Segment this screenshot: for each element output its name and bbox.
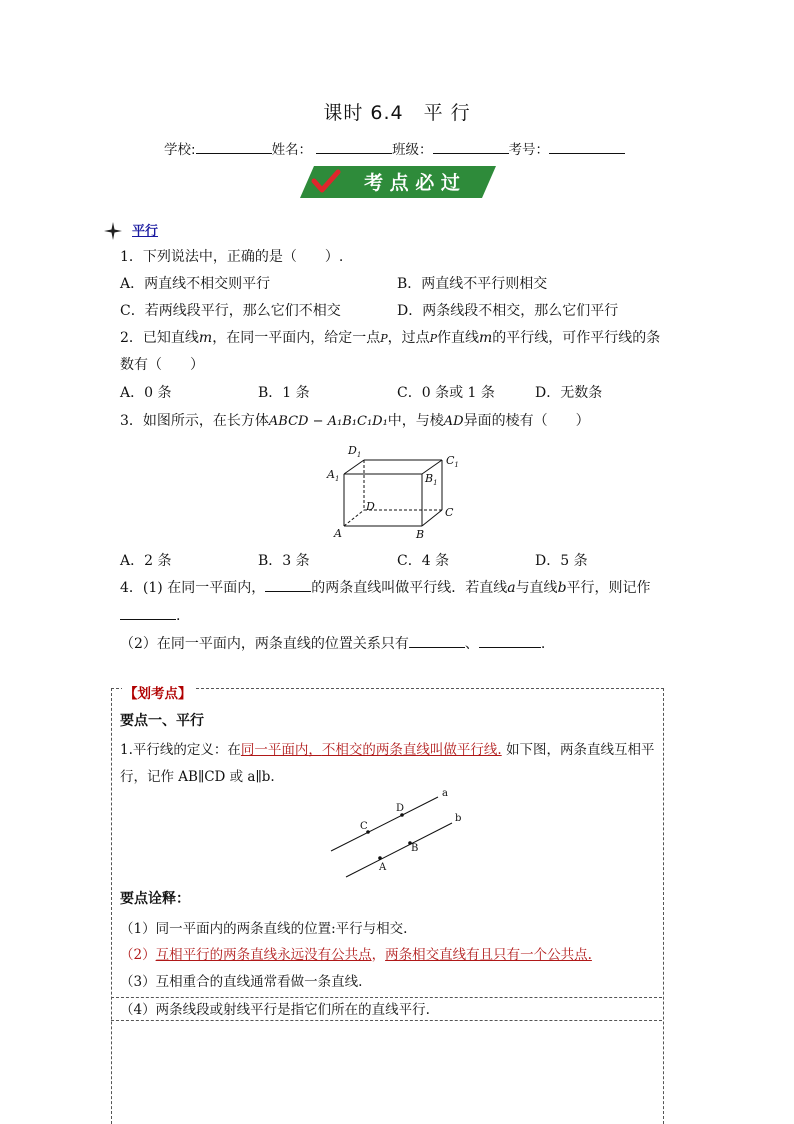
note-2	[120, 943, 592, 963]
parallel-lines-figure	[326, 785, 476, 885]
q1-stem: 1．下列说法中，正确的是（ ）.	[120, 249, 344, 265]
def-comma: ，	[308, 742, 322, 758]
q1-option-b: B．两直线不平行则相交	[397, 276, 548, 292]
q3-stem	[120, 410, 590, 430]
q4-text-5: （2）在同一平面内，两条直线的位置关系只有	[120, 636, 409, 652]
q4-text-1: 4．(1) 在同一平面内，	[120, 580, 266, 596]
q3-text-1: 3．如图所示，在长方体	[120, 413, 269, 429]
q3-text-3: 异面的棱有（ ）	[463, 413, 590, 429]
edge-bc	[422, 510, 442, 526]
line-a	[331, 797, 438, 851]
label-d1: $D_1$	[348, 444, 362, 459]
name-blank[interactable]	[316, 139, 392, 154]
point-a	[378, 856, 382, 860]
label-b: B	[411, 843, 419, 854]
q4-separator: 、	[464, 636, 479, 652]
definition-line	[120, 738, 654, 758]
label-b: B	[416, 528, 425, 541]
q2-text-5: 的平行线，可作平行线的条	[492, 330, 661, 346]
q3-option-c: C．4 条	[397, 553, 450, 569]
q3-text-2: 中，与棱	[387, 413, 444, 429]
definition-line2: 行，记作 AB∥CD 或 a∥b.	[120, 769, 275, 785]
banner-text: 考 点 必 过	[364, 172, 460, 194]
q4-blank-1[interactable]	[265, 577, 311, 592]
q4-period-2: .	[540, 636, 546, 652]
q4-part2	[120, 633, 545, 653]
note-2-underline-2: 两条相交直线有且只有一个公共点.	[385, 947, 592, 963]
q4-var-a: a	[507, 580, 516, 596]
q4-period-1: .	[176, 608, 181, 624]
label-c1: $C_1$	[446, 454, 459, 469]
edge-ad	[344, 510, 364, 526]
note-2-underline-1: 互相平行的两条直线永远没有公共点	[155, 947, 372, 963]
q3-option-b: B．3 条	[258, 553, 310, 569]
q2-text-2: ，在同一平面内，给定一点	[212, 330, 381, 346]
q2-option-d: D．无数条	[535, 385, 603, 401]
sparkle-icon	[104, 222, 122, 240]
school-label: 学校:	[164, 142, 196, 158]
q4-stem	[120, 577, 651, 597]
edge-a1d1	[344, 460, 364, 474]
class-blank[interactable]	[433, 139, 509, 154]
label-d: D	[366, 500, 375, 513]
q4-text-2: 的两条直线叫做平行线．若直线	[311, 580, 508, 596]
q3-option-a: A．2 条	[120, 553, 172, 569]
q2-option-b: B．1 条	[258, 385, 310, 401]
q1-option-c: C．若两线段平行，那么它们不相交	[120, 303, 341, 319]
q3-option-d: D．5 条	[535, 553, 588, 569]
q4-text-3: 与直线	[515, 580, 558, 596]
school-blank[interactable]	[196, 139, 272, 154]
notes-heading: 要点诠释：	[120, 891, 190, 907]
label-d: D	[396, 803, 405, 814]
def-underline-1: 同一平面内	[240, 742, 309, 758]
q2-text-3: ，过点	[387, 330, 430, 346]
def-underline-2: 不相交的两条直线叫做平行线.	[321, 742, 502, 758]
note-2-comma: ，	[371, 947, 386, 963]
def-suffix: 如下图，两条直线互相平	[501, 742, 655, 758]
name-label: 姓名：	[271, 142, 313, 158]
label-a: A	[334, 527, 342, 540]
student-info-line	[164, 138, 625, 158]
page-title: 课时 6.4 平 行	[323, 102, 471, 124]
class-label: 班级：	[392, 142, 433, 158]
q4-blank-3[interactable]	[409, 633, 465, 648]
q4-answer-line	[120, 605, 180, 624]
label-a: A	[379, 862, 387, 873]
section-label[interactable]: 平行	[132, 224, 159, 239]
q2-var-p-2: P	[429, 332, 438, 345]
keypoint-heading: 要点一、平行	[120, 713, 204, 729]
q3-expression: ABCD − A₁B₁C₁D₁	[268, 414, 388, 429]
note-4: （4）两条线段或射线平行是指它们所在的直线平行.	[120, 1002, 430, 1018]
note-2-prefix: （2）	[120, 947, 156, 963]
q3-edge: AD	[443, 414, 464, 429]
label-c: C	[445, 506, 454, 519]
label-a1: $A_1$	[327, 468, 340, 483]
section-banner	[300, 166, 496, 198]
keypoint-label: 【划考点】	[122, 682, 194, 702]
q1-option-d: D．两条线段不相交，那么它们平行	[397, 303, 619, 319]
q2-stem	[120, 327, 660, 347]
q2-var-m: m	[198, 330, 213, 346]
q2-stem-line2: 数有（ ）	[120, 357, 204, 373]
def-prefix: 1.平行线的定义：在	[120, 742, 241, 758]
number-label: 考号：	[508, 142, 550, 158]
q2-var-p: P	[380, 332, 388, 345]
q2-text-1: 2．已知直线	[120, 330, 199, 346]
note-1: （1）同一平面内的两条直线的位置:平行与相交.	[120, 921, 408, 937]
q4-text-4: 平行，则记作	[566, 580, 651, 596]
label-line-a: a	[442, 788, 448, 799]
number-blank[interactable]	[549, 139, 625, 154]
label-b1: $B_1$	[425, 472, 438, 487]
q2-option-c: C．0 条或 1 条	[397, 385, 495, 401]
q2-option-a: A．0 条	[120, 385, 172, 401]
note-3: （3）互相重合的直线通常看做一条直线.	[120, 974, 363, 990]
label-line-b: b	[455, 813, 462, 824]
q4-blank-2[interactable]	[120, 605, 176, 620]
q4-var-b: b	[557, 580, 567, 596]
q4-blank-4[interactable]	[479, 633, 541, 648]
q1-option-a: A．两直线不相交则平行	[120, 276, 271, 292]
label-c: C	[360, 821, 368, 832]
q2-text-4: 作直线	[437, 330, 480, 346]
q2-var-m-2: m	[479, 330, 493, 346]
cuboid-figure	[324, 440, 464, 544]
